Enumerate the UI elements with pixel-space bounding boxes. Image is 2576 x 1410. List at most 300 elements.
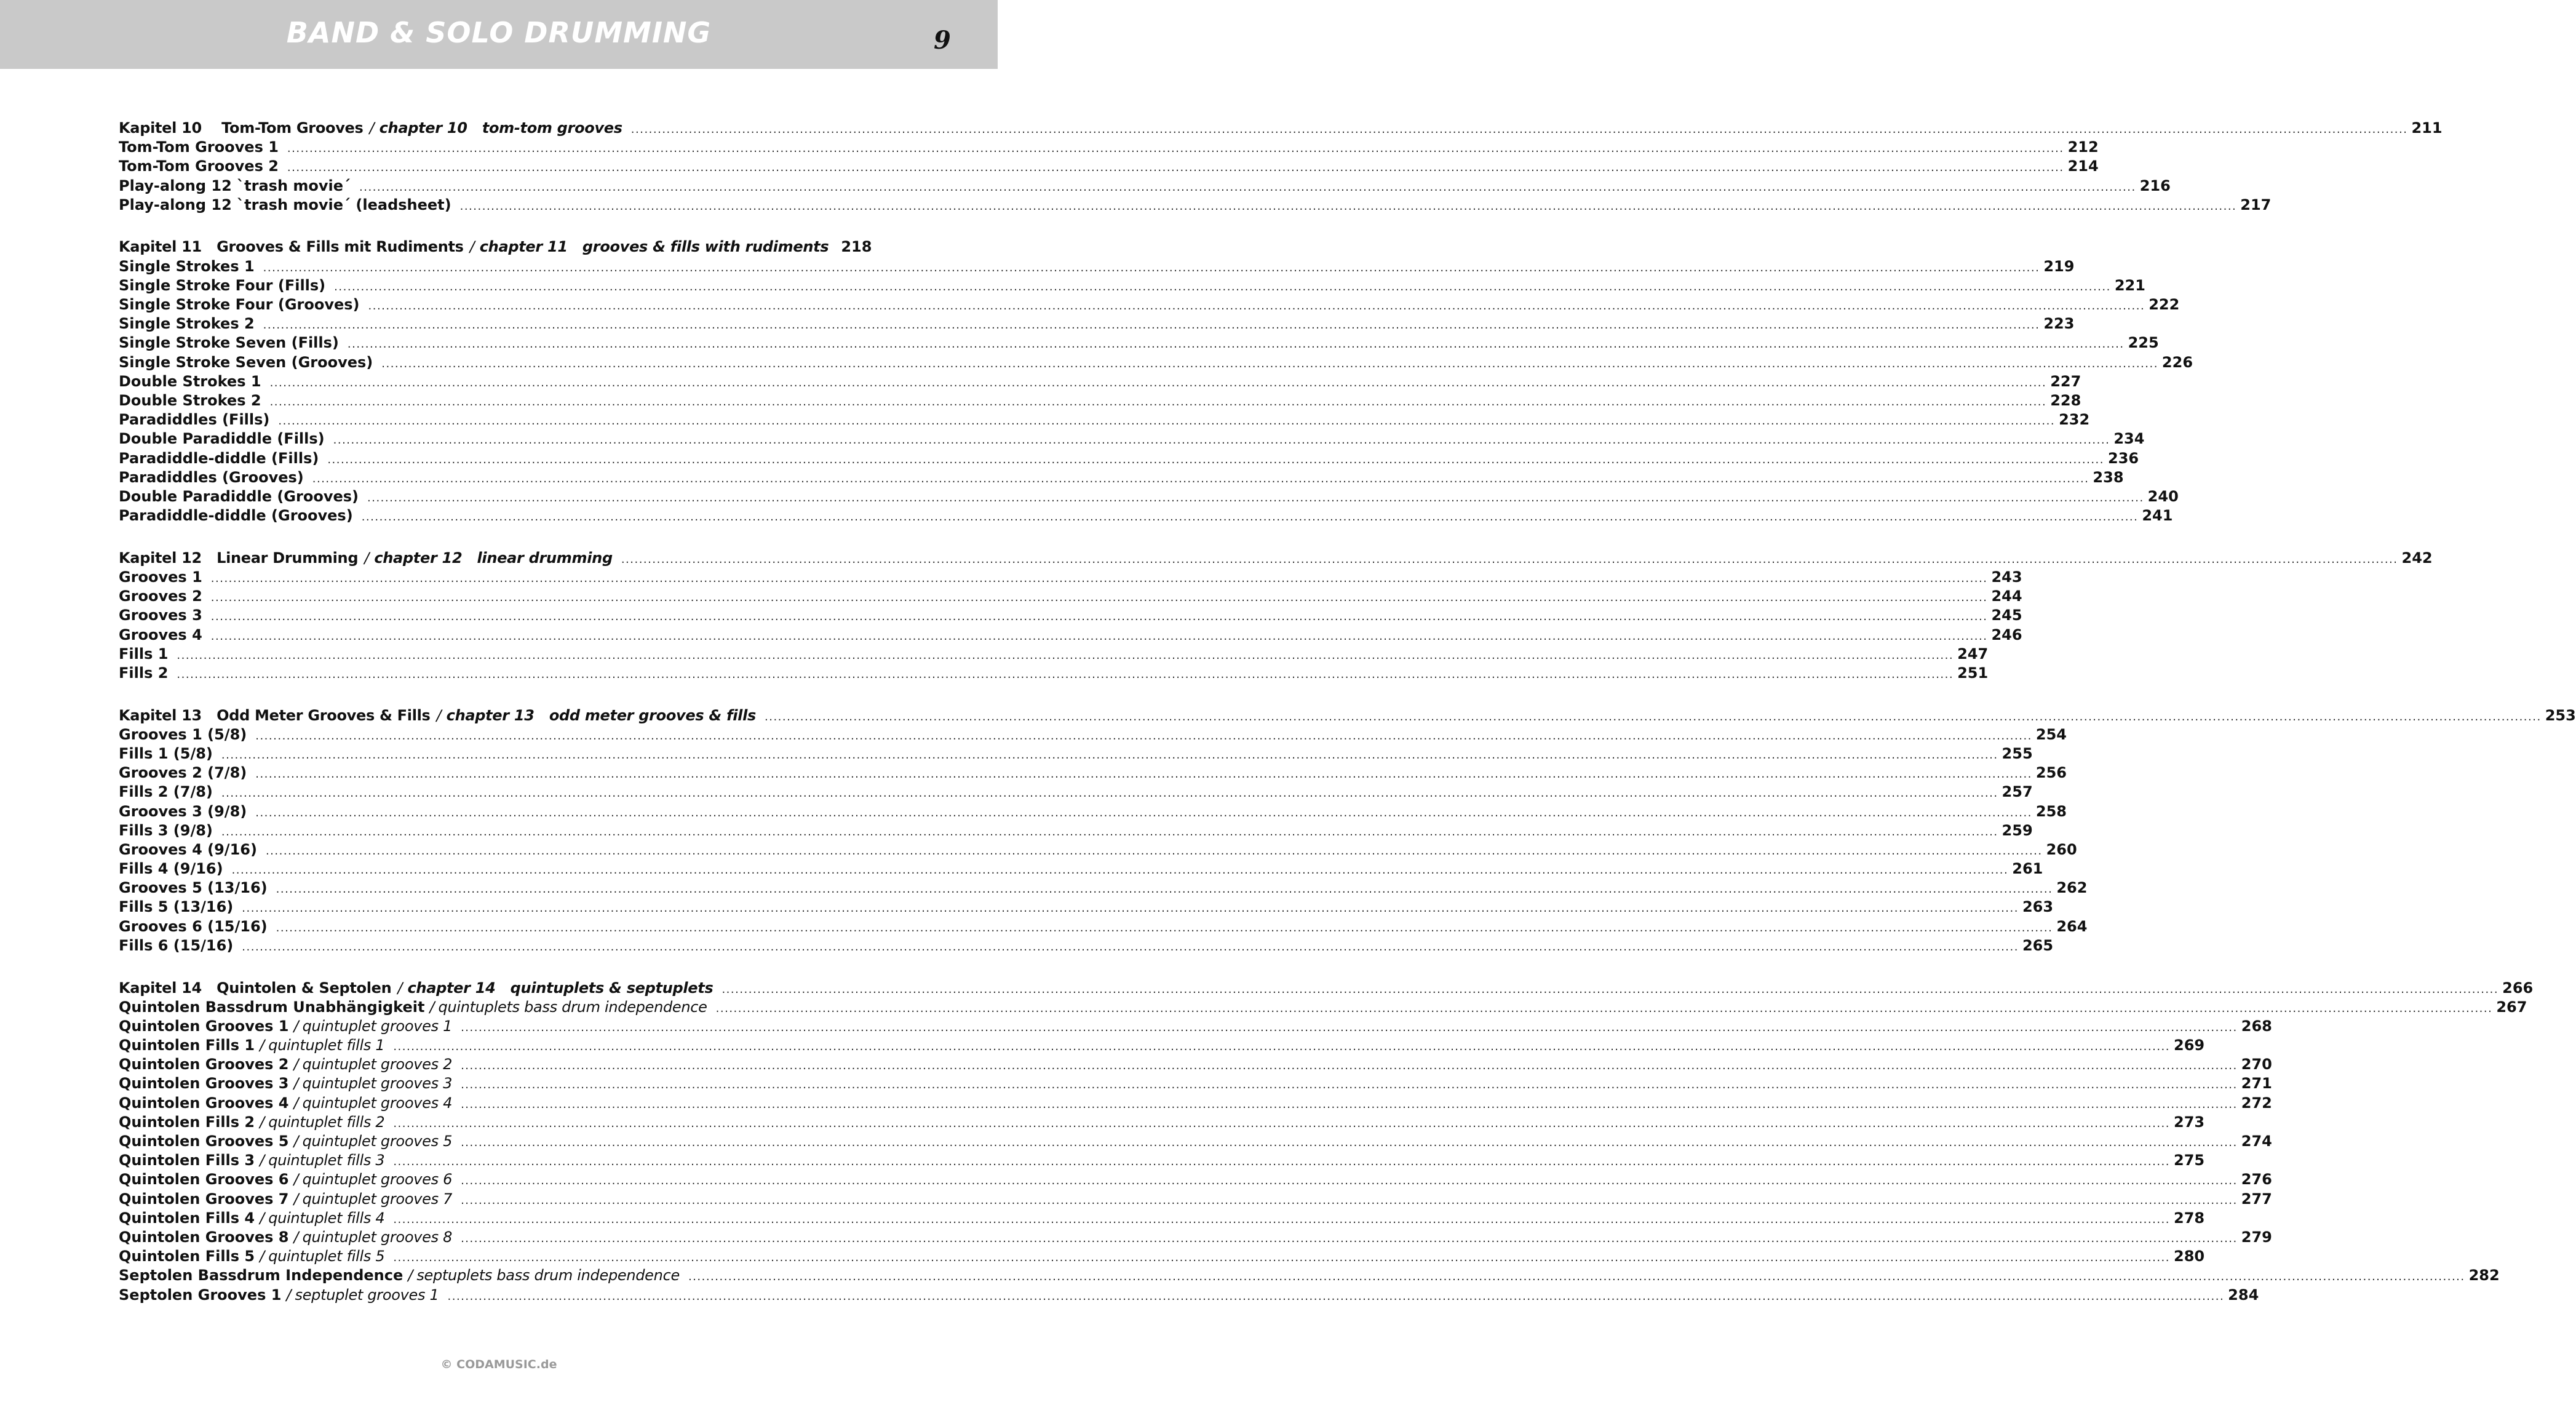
title-separator: / bbox=[369, 119, 375, 137]
title-separator: / bbox=[260, 1037, 265, 1054]
title-separator: / bbox=[286, 1286, 292, 1304]
chapter-title-en: chapter 14 quintuplets & septuplets bbox=[407, 979, 714, 997]
toc-entry-label bbox=[119, 314, 263, 333]
dot-leader: ................................................................................................................................................................................................................................................................................................................................................................................................................ bbox=[688, 1270, 2465, 1284]
toc-entry bbox=[119, 429, 2145, 448]
page-ref: 221 bbox=[2114, 276, 2145, 294]
toc-entry bbox=[119, 626, 2022, 645]
toc-section bbox=[119, 237, 2193, 525]
page-ref: 282 bbox=[2468, 1267, 2500, 1285]
page-ref: 212 bbox=[2067, 138, 2099, 156]
toc-entry bbox=[119, 878, 2088, 898]
toc-entry-label bbox=[119, 506, 362, 525]
page-ref: 211 bbox=[2411, 119, 2443, 137]
entry-title-en: quintuplet grooves 3 bbox=[302, 1075, 453, 1093]
toc-section bbox=[119, 119, 2443, 215]
toc-entry-label bbox=[119, 568, 211, 587]
page-ref: 219 bbox=[2043, 257, 2075, 275]
toc-entry bbox=[119, 157, 2099, 176]
entry-title-de: Paradiddles (Grooves) bbox=[119, 468, 304, 486]
page-ref: 240 bbox=[2147, 487, 2179, 505]
entry-title-de: Fills 1 (5/8) bbox=[119, 744, 213, 762]
dot-leader: ................................................................................................................................................................................................................................................................................................................................................................................................................ bbox=[278, 415, 2056, 428]
dot-leader: ................................................................................................................................................................................................................................................................................................................................................................................................................ bbox=[221, 748, 1998, 762]
entry-title-de: Quintolen Fills 5 bbox=[119, 1248, 255, 1265]
page-ref: 228 bbox=[2050, 391, 2081, 409]
toc-entry-label bbox=[119, 645, 177, 664]
toc-entry bbox=[119, 840, 2077, 859]
toc-section bbox=[119, 706, 2576, 955]
chapter-title-en: chapter 12 linear drumming bbox=[374, 549, 613, 567]
entry-title-de: Grooves 5 (13/16) bbox=[119, 879, 268, 897]
dot-leader: ................................................................................................................................................................................................................................................................................................................................................................................................................ bbox=[461, 1174, 2238, 1188]
toc-entry-label bbox=[119, 878, 276, 898]
dot-leader: ................................................................................................................................................................................................................................................................................................................................................................................................................ bbox=[461, 1078, 2238, 1092]
title-separator: / bbox=[436, 706, 442, 724]
toc-entry-label bbox=[119, 487, 367, 506]
toc-entry bbox=[119, 372, 2081, 391]
toc-entry-label bbox=[119, 257, 263, 276]
entry-title-en: septuplets bass drum independence bbox=[416, 1267, 680, 1285]
entry-title-de: Fills 3 (9/8) bbox=[119, 821, 213, 839]
page-ref: 271 bbox=[2241, 1075, 2272, 1093]
entry-title-de: Quintolen Grooves 7 bbox=[119, 1190, 289, 1208]
page-ref: 247 bbox=[1957, 645, 1989, 663]
dot-leader: ................................................................................................................................................................................................................................................................................................................................................................................................................ bbox=[621, 552, 2398, 566]
toc-entry bbox=[119, 1094, 2272, 1113]
entry-title-de: Grooves 3 (9/8) bbox=[119, 802, 247, 820]
entry-title-de: Quintolen Fills 3 bbox=[119, 1152, 255, 1169]
dot-leader: ................................................................................................................................................................................................................................................................................................................................................................................................................ bbox=[255, 806, 2032, 819]
dot-leader: ................................................................................................................................................................................................................................................................................................................................................................................................................ bbox=[461, 1059, 2238, 1073]
page-ref: 258 bbox=[2035, 802, 2067, 820]
entry-title-de: Quintolen Grooves 8 bbox=[119, 1228, 289, 1246]
entry-title-en: quintuplet grooves 5 bbox=[302, 1133, 453, 1150]
entry-title-en: quintuplets bass drum independence bbox=[438, 998, 707, 1016]
dot-leader: ................................................................................................................................................................................................................................................................................................................................................................................................................ bbox=[347, 338, 2125, 351]
page-ref: 253 bbox=[2545, 706, 2576, 724]
entry-title-de: Fills 2 bbox=[119, 664, 169, 682]
toc-entry bbox=[119, 998, 2527, 1017]
dot-leader: ................................................................................................................................................................................................................................................................................................................................................................................................................ bbox=[765, 710, 2542, 723]
chapter-heading bbox=[119, 979, 2534, 998]
entry-title-de: Single Strokes 2 bbox=[119, 315, 255, 333]
title-separator: / bbox=[293, 1017, 299, 1035]
toc-entry-label bbox=[119, 1036, 393, 1055]
page-header bbox=[0, 0, 998, 69]
toc-entry-label bbox=[119, 1055, 461, 1074]
toc-entry bbox=[119, 257, 2075, 276]
page-ref: 277 bbox=[2241, 1190, 2272, 1208]
page-ref: 273 bbox=[2174, 1113, 2205, 1131]
entry-title-de: Double Strokes 2 bbox=[119, 391, 261, 409]
dot-leader: ................................................................................................................................................................................................................................................................................................................................................................................................................ bbox=[263, 319, 2040, 332]
page-ref: 275 bbox=[2174, 1152, 2205, 1169]
dot-leader: ................................................................................................................................................................................................................................................................................................................................................................................................................ bbox=[210, 629, 1988, 643]
toc-entry-label bbox=[119, 606, 211, 625]
entry-title-en: quintuplet grooves 1 bbox=[302, 1017, 453, 1035]
toc-entry-label bbox=[119, 1247, 393, 1266]
title-separator: / bbox=[364, 549, 370, 567]
toc-entry-label bbox=[119, 1228, 461, 1247]
toc-entry bbox=[119, 276, 2145, 295]
toc-entry-label bbox=[119, 157, 287, 176]
dot-leader: ................................................................................................................................................................................................................................................................................................................................................................................................................ bbox=[361, 511, 2139, 524]
entry-title-en: quintuplet fills 3 bbox=[268, 1152, 385, 1169]
entry-title-en: quintuplet fills 1 bbox=[268, 1037, 385, 1054]
toc-entry bbox=[119, 1266, 2500, 1285]
entry-title-de: Quintolen Grooves 4 bbox=[119, 1094, 289, 1112]
chapter-title-en: chapter 10 tom-tom grooves bbox=[379, 119, 622, 137]
entry-title-de: Grooves 4 (9/16) bbox=[119, 840, 257, 858]
dot-leader: ................................................................................................................................................................................................................................................................................................................................................................................................................ bbox=[177, 667, 1954, 681]
toc-entry-label bbox=[119, 898, 242, 917]
entry-title-de: Double Paradiddle (Fills) bbox=[119, 430, 325, 448]
dot-leader: ................................................................................................................................................................................................................................................................................................................................................................................................................ bbox=[359, 180, 2136, 194]
dot-leader: ................................................................................................................................................................................................................................................................................................................................................................................................................ bbox=[265, 844, 2043, 858]
toc-entry-label bbox=[119, 859, 232, 878]
toc-entry bbox=[119, 725, 2067, 744]
dot-leader: ................................................................................................................................................................................................................................................................................................................................................................................................................ bbox=[242, 902, 2019, 915]
chapter-heading bbox=[119, 119, 2443, 138]
toc-entry-label bbox=[119, 1286, 448, 1305]
entry-title-en: quintuplet fills 2 bbox=[268, 1113, 385, 1131]
chapter-title-de: Kapitel 12 Linear Drumming bbox=[119, 549, 359, 567]
toc-entry-label bbox=[119, 1190, 461, 1209]
toc-entry bbox=[119, 506, 2173, 525]
page-ref: 260 bbox=[2046, 840, 2077, 858]
entry-title-en: quintuplet grooves 6 bbox=[302, 1171, 453, 1189]
toc-entry bbox=[119, 391, 2081, 410]
dot-leader: ................................................................................................................................................................................................................................................................................................................................................................................................................ bbox=[276, 883, 2053, 896]
toc-entry-label bbox=[119, 840, 266, 859]
dot-leader: ................................................................................................................................................................................................................................................................................................................................................................................................................ bbox=[459, 199, 2237, 213]
toc-entry bbox=[119, 353, 2193, 372]
title-separator: / bbox=[260, 1248, 265, 1265]
toc-entry bbox=[119, 898, 2054, 917]
page-ref: 223 bbox=[2043, 315, 2075, 333]
book-title: BAND & SOLO DRUMMING bbox=[286, 16, 712, 49]
dot-leader: ................................................................................................................................................................................................................................................................................................................................................................................................................ bbox=[255, 768, 2032, 781]
page-ref: 266 bbox=[2502, 979, 2534, 997]
dot-leader: ................................................................................................................................................................................................................................................................................................................................................................................................................ bbox=[242, 940, 2019, 954]
toc-entry-label bbox=[119, 587, 211, 606]
entry-title-de: Grooves 2 (7/8) bbox=[119, 764, 247, 782]
entry-title-de: Fills 5 (13/16) bbox=[119, 898, 234, 916]
toc-entry bbox=[119, 314, 2075, 333]
dot-leader: ................................................................................................................................................................................................................................................................................................................................................................................................................ bbox=[393, 1117, 2170, 1130]
toc-entry bbox=[119, 196, 2272, 215]
toc-entry bbox=[119, 487, 2179, 506]
dot-leader: ................................................................................................................................................................................................................................................................................................................................................................................................................ bbox=[333, 434, 2110, 447]
toc-entry-label bbox=[119, 1113, 393, 1132]
page-ref: 279 bbox=[2241, 1228, 2272, 1246]
entry-title-de: Fills 1 bbox=[119, 645, 169, 663]
entry-title-de: Single Stroke Seven (Grooves) bbox=[119, 353, 373, 371]
page-ref: 236 bbox=[2108, 449, 2139, 467]
toc-entry-label bbox=[119, 998, 716, 1017]
title-separator: / bbox=[397, 979, 403, 997]
toc-entry bbox=[119, 1113, 2205, 1132]
chapter-heading-label bbox=[119, 979, 722, 998]
page-ref: 227 bbox=[2050, 372, 2081, 390]
dot-leader: ................................................................................................................................................................................................................................................................................................................................................................................................................ bbox=[393, 1155, 2170, 1169]
toc-entry bbox=[119, 744, 2033, 763]
toc-entry-label bbox=[119, 468, 312, 487]
dot-leader: ................................................................................................................................................................................................................................................................................................................................................................................................................ bbox=[334, 280, 2111, 293]
dot-leader: ................................................................................................................................................................................................................................................................................................................................................................................................................ bbox=[368, 300, 2145, 313]
page-ref: 245 bbox=[1991, 607, 2022, 624]
entry-title-de: Single Stroke Four (Grooves) bbox=[119, 296, 360, 313]
toc-entry-label bbox=[119, 177, 359, 196]
chapter-title-de: Kapitel 10 Tom-Tom Grooves bbox=[119, 119, 364, 137]
title-separator: / bbox=[260, 1113, 265, 1131]
toc-entry-label bbox=[119, 744, 221, 763]
toc-section bbox=[119, 979, 2534, 1305]
toc-entry-label bbox=[119, 802, 255, 821]
toc-entry bbox=[119, 645, 1989, 664]
toc-entry bbox=[119, 138, 2099, 157]
toc-entry-label bbox=[119, 410, 278, 429]
dot-leader: ................................................................................................................................................................................................................................................................................................................................................................................................................ bbox=[447, 1289, 2225, 1303]
dot-leader: ................................................................................................................................................................................................................................................................................................................................................................................................................ bbox=[269, 376, 2047, 389]
entry-title-de: Double Strokes 1 bbox=[119, 372, 261, 390]
title-separator: / bbox=[293, 1171, 299, 1189]
toc-entry-label bbox=[119, 1151, 393, 1170]
entry-title-de: Grooves 4 bbox=[119, 626, 202, 643]
entry-title-de: Quintolen Fills 2 bbox=[119, 1113, 255, 1131]
dot-leader: ................................................................................................................................................................................................................................................................................................................................................................................................................ bbox=[393, 1040, 2170, 1054]
entry-title-de: Quintolen Grooves 1 bbox=[119, 1017, 289, 1035]
toc-entry-label bbox=[119, 391, 270, 410]
entry-title-en: quintuplet fills 4 bbox=[268, 1209, 385, 1227]
entry-title-de: Quintolen Fills 4 bbox=[119, 1209, 255, 1227]
dot-leader: ................................................................................................................................................................................................................................................................................................................................................................................................................ bbox=[287, 161, 2064, 175]
toc-entry-label bbox=[119, 917, 276, 936]
toc-entry-label bbox=[119, 664, 177, 683]
page-ref: 222 bbox=[2149, 296, 2180, 313]
page-ref: 256 bbox=[2035, 764, 2067, 782]
chapter-heading bbox=[119, 237, 872, 257]
toc-section bbox=[119, 549, 2433, 683]
entry-title-de: Tom-Tom Grooves 2 bbox=[119, 157, 279, 175]
toc-entry bbox=[119, 1055, 2272, 1074]
toc-entry bbox=[119, 859, 2043, 878]
dot-leader: ................................................................................................................................................................................................................................................................................................................................................................................................................ bbox=[276, 921, 2053, 934]
dot-leader: ................................................................................................................................................................................................................................................................................................................................................................................................................ bbox=[312, 472, 2089, 485]
title-separator: / bbox=[293, 1133, 299, 1150]
dot-leader: ................................................................................................................................................................................................................................................................................................................................................................................................................ bbox=[269, 395, 2047, 408]
page-ref: 268 bbox=[2241, 1017, 2272, 1035]
entry-title-en: quintuplet fills 5 bbox=[268, 1248, 385, 1265]
dot-leader: ................................................................................................................................................................................................................................................................................................................................................................................................................ bbox=[715, 1002, 2493, 1015]
entry-title-de: Grooves 6 (15/16) bbox=[119, 917, 268, 935]
page-ref: 270 bbox=[2241, 1056, 2272, 1073]
entry-title-de: Single Stroke Seven (Fills) bbox=[119, 334, 339, 352]
entry-title-en: quintuplet grooves 8 bbox=[302, 1228, 453, 1246]
title-separator: / bbox=[293, 1094, 299, 1112]
dot-leader: ................................................................................................................................................................................................................................................................................................................................................................................................................ bbox=[210, 610, 1988, 624]
toc-entry-label bbox=[119, 449, 327, 468]
toc-entry bbox=[119, 410, 2090, 429]
page-ref: 269 bbox=[2174, 1037, 2205, 1054]
toc-entry-label bbox=[119, 936, 242, 955]
chapter-heading-label bbox=[119, 119, 631, 138]
entry-title-de: Paradiddles (Fills) bbox=[119, 411, 270, 429]
page-ref: 246 bbox=[1991, 626, 2022, 643]
dot-leader: ................................................................................................................................................................................................................................................................................................................................................................................................................ bbox=[263, 261, 2040, 274]
toc-entry bbox=[119, 568, 2022, 587]
title-separator: / bbox=[293, 1228, 299, 1246]
entry-title-de: Quintolen Grooves 5 bbox=[119, 1133, 289, 1150]
entry-title-de: Single Stroke Four (Fills) bbox=[119, 276, 326, 294]
entry-title-de: Quintolen Fills 1 bbox=[119, 1037, 255, 1054]
entry-title-de: Grooves 1 (5/8) bbox=[119, 725, 247, 743]
toc-entry bbox=[119, 468, 2124, 487]
entry-title-de: Grooves 3 bbox=[119, 607, 202, 624]
toc-entry bbox=[119, 449, 2139, 468]
toc-entry-label bbox=[119, 626, 211, 645]
toc-entry-label bbox=[119, 1170, 461, 1189]
page-ref: 278 bbox=[2174, 1209, 2205, 1227]
toc-entry bbox=[119, 783, 2033, 802]
toc-entry bbox=[119, 1170, 2272, 1189]
toc-entry bbox=[119, 1017, 2272, 1036]
toc-entry-label bbox=[119, 138, 287, 157]
page-ref: 259 bbox=[2002, 821, 2033, 839]
page-ref: 272 bbox=[2241, 1094, 2272, 1112]
dot-leader: ................................................................................................................................................................................................................................................................................................................................................................................................................ bbox=[461, 1097, 2238, 1111]
title-separator: / bbox=[429, 998, 435, 1016]
toc-entry-label bbox=[119, 1132, 461, 1151]
page-ref: 254 bbox=[2035, 725, 2067, 743]
chapter-heading bbox=[119, 549, 2433, 568]
page-ref: 267 bbox=[2496, 998, 2527, 1016]
page-ref: 243 bbox=[1991, 568, 2022, 586]
page-ref: 284 bbox=[2228, 1286, 2259, 1304]
toc-entry-label bbox=[119, 763, 255, 783]
dot-leader: ................................................................................................................................................................................................................................................................................................................................................................................................................ bbox=[722, 982, 2499, 996]
chapter-heading bbox=[119, 706, 2576, 725]
page-ref: 264 bbox=[2056, 917, 2088, 935]
dot-leader: ................................................................................................................................................................................................................................................................................................................................................................................................................ bbox=[461, 1021, 2238, 1034]
page-ref: 225 bbox=[2128, 334, 2159, 352]
page-ref: 255 bbox=[2002, 744, 2033, 762]
entry-title-de: Play-along 12 `trash movie´ bbox=[119, 177, 351, 194]
chapter-title-en: chapter 13 odd meter grooves & fills bbox=[446, 706, 757, 724]
entry-title-de: Quintolen Bassdrum Unabhängigkeit bbox=[119, 998, 425, 1016]
toc-entry bbox=[119, 606, 2022, 625]
toc-entry bbox=[119, 1209, 2205, 1228]
entry-title-de: Septolen Grooves 1 bbox=[119, 1286, 282, 1304]
title-separator: / bbox=[293, 1056, 299, 1073]
page-ref: 244 bbox=[1991, 588, 2022, 605]
dot-leader: ................................................................................................................................................................................................................................................................................................................................................................................................................ bbox=[327, 453, 2104, 466]
page-ref: 263 bbox=[2022, 898, 2054, 916]
toc-entry bbox=[119, 917, 2088, 936]
toc-entry bbox=[119, 177, 2171, 196]
dot-leader: ................................................................................................................................................................................................................................................................................................................................................................................................................ bbox=[221, 825, 1998, 838]
chapter-title-en: chapter 11 grooves & fills with rudiments bbox=[479, 238, 829, 256]
toc-entry-label bbox=[119, 429, 333, 448]
dot-leader: ................................................................................................................................................................................................................................................................................................................................................................................................................ bbox=[393, 1251, 2170, 1265]
page-ref: 218 bbox=[841, 238, 872, 256]
toc-entry-label bbox=[119, 353, 381, 372]
table-of-contents bbox=[119, 119, 2576, 1328]
dot-leader: ................................................................................................................................................................................................................................................................................................................................................................................................................ bbox=[381, 357, 2158, 370]
entry-title-de: Double Paradiddle (Grooves) bbox=[119, 487, 359, 505]
page-ref: 226 bbox=[2161, 353, 2193, 371]
page-ref: 214 bbox=[2067, 157, 2099, 175]
entry-title-de: Grooves 1 bbox=[119, 568, 202, 586]
dot-leader: ................................................................................................................................................................................................................................................................................................................................................................................................................ bbox=[393, 1213, 2170, 1226]
toc-entry-label bbox=[119, 333, 348, 352]
dot-leader: ................................................................................................................................................................................................................................................................................................................................................................................................................ bbox=[231, 864, 2009, 877]
chapter-heading-label bbox=[119, 706, 765, 725]
dot-leader: ................................................................................................................................................................................................................................................................................................................................................................................................................ bbox=[461, 1232, 2238, 1245]
toc-entry bbox=[119, 802, 2067, 821]
page-ref: 232 bbox=[2059, 411, 2090, 429]
title-separator: / bbox=[293, 1190, 299, 1208]
toc-entry bbox=[119, 1074, 2272, 1093]
toc-entry-label bbox=[119, 1074, 461, 1093]
title-separator: / bbox=[260, 1152, 265, 1169]
chapter-title-de: Kapitel 11 Grooves & Fills mit Rudiments bbox=[119, 238, 464, 256]
page-ref: 265 bbox=[2022, 936, 2054, 954]
entry-title-de: Quintolen Grooves 2 bbox=[119, 1056, 289, 1073]
entry-title-en: septuplet grooves 1 bbox=[295, 1286, 439, 1304]
chapter-heading-label bbox=[119, 237, 837, 257]
toc-entry bbox=[119, 1247, 2205, 1266]
page-ref: 274 bbox=[2241, 1133, 2272, 1150]
toc-entry bbox=[119, 587, 2022, 606]
dot-leader: ................................................................................................................................................................................................................................................................................................................................................................................................................ bbox=[287, 142, 2064, 156]
entry-title-de: Paradiddle-diddle (Grooves) bbox=[119, 507, 353, 525]
entry-title-de: Play-along 12 `trash movie´ (leadsheet) bbox=[119, 196, 451, 213]
dot-leader: ................................................................................................................................................................................................................................................................................................................................................................................................................ bbox=[221, 787, 1998, 800]
toc-entry bbox=[119, 1190, 2272, 1209]
toc-entry-label bbox=[119, 1017, 461, 1036]
toc-entry-label bbox=[119, 1094, 461, 1113]
toc-entry-label bbox=[119, 276, 334, 295]
toc-entry bbox=[119, 1228, 2272, 1247]
toc-entry-label bbox=[119, 372, 270, 391]
toc-entry bbox=[119, 763, 2067, 783]
dot-leader: ................................................................................................................................................................................................................................................................................................................................................................................................................ bbox=[461, 1193, 2238, 1207]
toc-entry-label bbox=[119, 725, 255, 744]
toc-entry-label bbox=[119, 1266, 688, 1285]
page-ref: 238 bbox=[2093, 468, 2124, 486]
chapter-heading-label bbox=[119, 549, 621, 568]
page-ref: 280 bbox=[2174, 1248, 2205, 1265]
toc-entry-label bbox=[119, 821, 221, 840]
toc-entry bbox=[119, 333, 2159, 352]
chapter-title-de: Kapitel 14 Quintolen & Septolen bbox=[119, 979, 392, 997]
toc-entry-label bbox=[119, 196, 460, 215]
entry-title-de: Tom-Tom Grooves 1 bbox=[119, 138, 279, 156]
dot-leader: ................................................................................................................................................................................................................................................................................................................................................................................................................ bbox=[630, 123, 2408, 136]
entry-title-de: Quintolen Grooves 6 bbox=[119, 1171, 289, 1189]
entry-title-de: Fills 4 (9/16) bbox=[119, 860, 223, 878]
entry-title-de: Fills 2 (7/8) bbox=[119, 783, 213, 801]
title-separator: / bbox=[469, 238, 475, 256]
page-ref: 262 bbox=[2056, 879, 2088, 897]
page-ref: 251 bbox=[1957, 664, 1989, 682]
toc-entry bbox=[119, 295, 2180, 314]
toc-entry bbox=[119, 1151, 2205, 1170]
toc-entry bbox=[119, 664, 1989, 683]
page-ref: 234 bbox=[2113, 430, 2145, 448]
